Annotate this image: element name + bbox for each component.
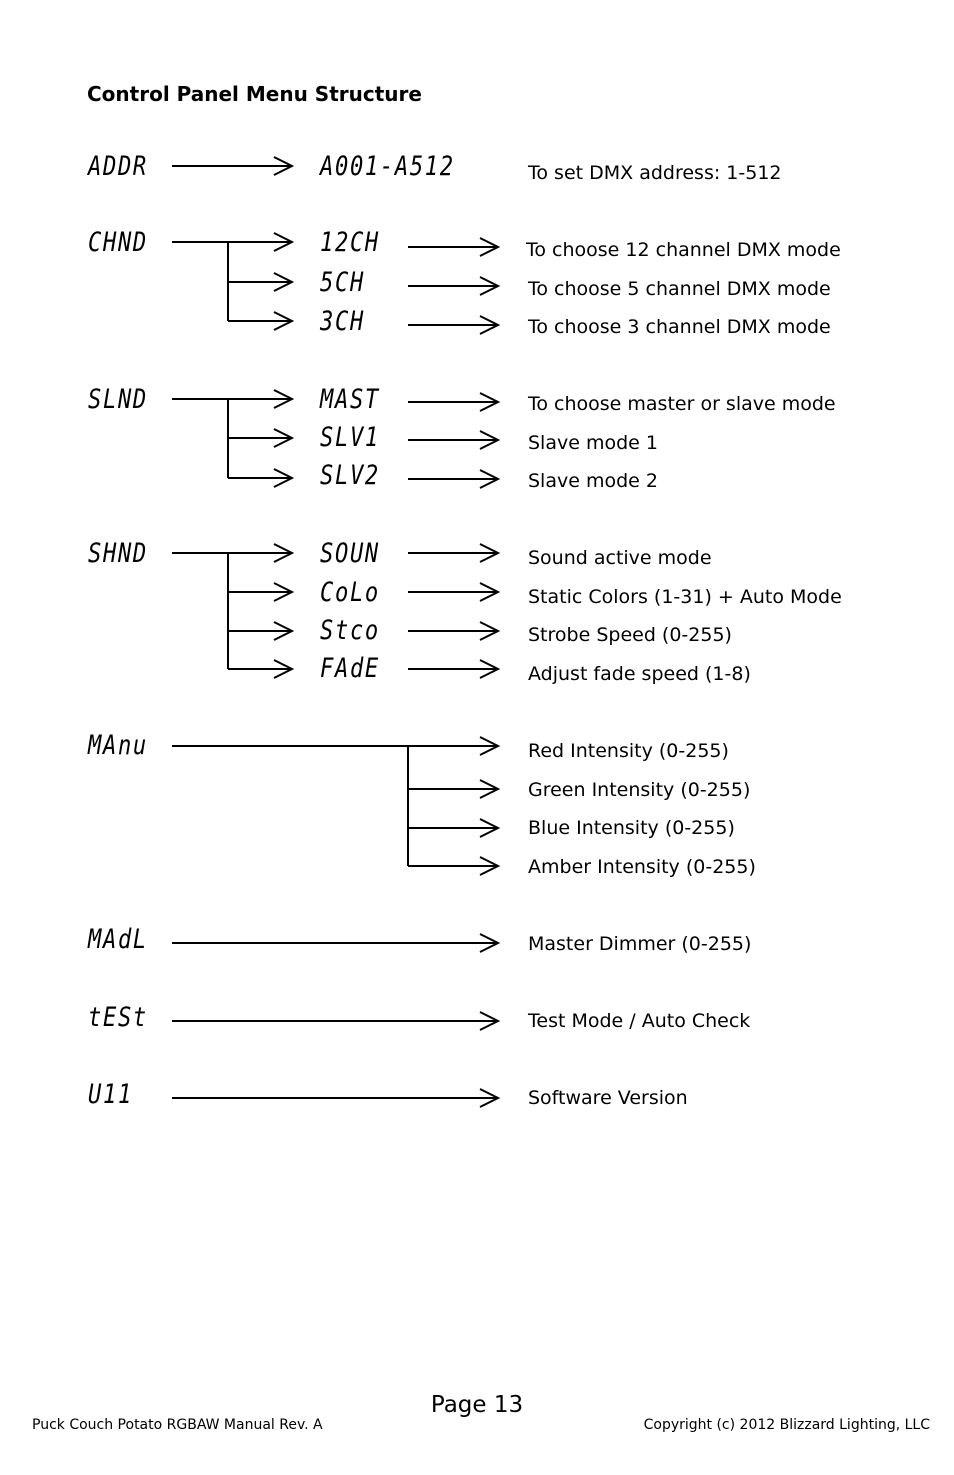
desc-software-version: Software Version (528, 1087, 688, 1109)
page-number: Page 13 (430, 1392, 524, 1418)
desc-slave-1: Slave mode 1 (528, 432, 658, 454)
desc-5-channel: To choose 5 channel DMX mode (528, 278, 831, 300)
desc-green-intensity: Green Intensity (0-255) (528, 779, 751, 801)
menu-code-version: U11 (88, 1079, 133, 1110)
desc-master-dimmer: Master Dimmer (0-255) (528, 933, 752, 955)
desc-12-channel: To choose 12 channel DMX mode (526, 239, 841, 261)
desc-strobe-speed: Strobe Speed (0-255) (528, 624, 732, 646)
submenu-code-soun: SOUN (320, 538, 380, 569)
submenu-code-colo: CoLo (320, 577, 380, 608)
footer-manual-title: Puck Couch Potato RGBAW Manual Rev. A (32, 1417, 323, 1433)
menu-code-test: tESt (88, 1002, 148, 1033)
submenu-code-stco: Stco (320, 615, 380, 646)
submenu-code-12ch: 12CH (320, 227, 380, 258)
submenu-code-mast: MAST (320, 384, 380, 415)
desc-sound-active: Sound active mode (528, 547, 712, 569)
submenu-code-fade: FAdE (320, 653, 380, 684)
page-title: Control Panel Menu Structure (87, 82, 422, 106)
menu-code-chnd: CHND (88, 227, 148, 258)
desc-master-slave: To choose master or slave mode (528, 393, 836, 415)
menu-code-slnd: SLND (88, 384, 148, 415)
submenu-code-slv1: SLV1 (320, 422, 380, 453)
menu-code-manu: MAnu (88, 730, 148, 761)
desc-test-mode: Test Mode / Auto Check (528, 1010, 751, 1032)
desc-slave-2: Slave mode 2 (528, 470, 658, 492)
desc-dmx-address: To set DMX address: 1-512 (528, 162, 782, 184)
desc-static-colors: Static Colors (1-31) + Auto Mode (528, 586, 842, 608)
submenu-code-3ch: 3CH (320, 306, 365, 337)
desc-3-channel: To choose 3 channel DMX mode (528, 316, 831, 338)
submenu-code-5ch: 5CH (320, 267, 365, 298)
menu-code-madl: MAdL (88, 924, 148, 955)
desc-red-intensity: Red Intensity (0-255) (528, 740, 729, 762)
desc-fade-speed: Adjust fade speed (1-8) (528, 663, 751, 685)
submenu-code-slv2: SLV2 (320, 460, 380, 491)
desc-amber-intensity: Amber Intensity (0-255) (528, 856, 756, 878)
menu-code-addr: ADDR (88, 151, 148, 182)
footer-copyright: Copyright (c) 2012 Blizzard Lighting, LLC (643, 1417, 930, 1433)
submenu-code-address-range: A001-A512 (320, 151, 455, 182)
desc-blue-intensity: Blue Intensity (0-255) (528, 817, 735, 839)
menu-code-shnd: SHND (88, 538, 148, 569)
